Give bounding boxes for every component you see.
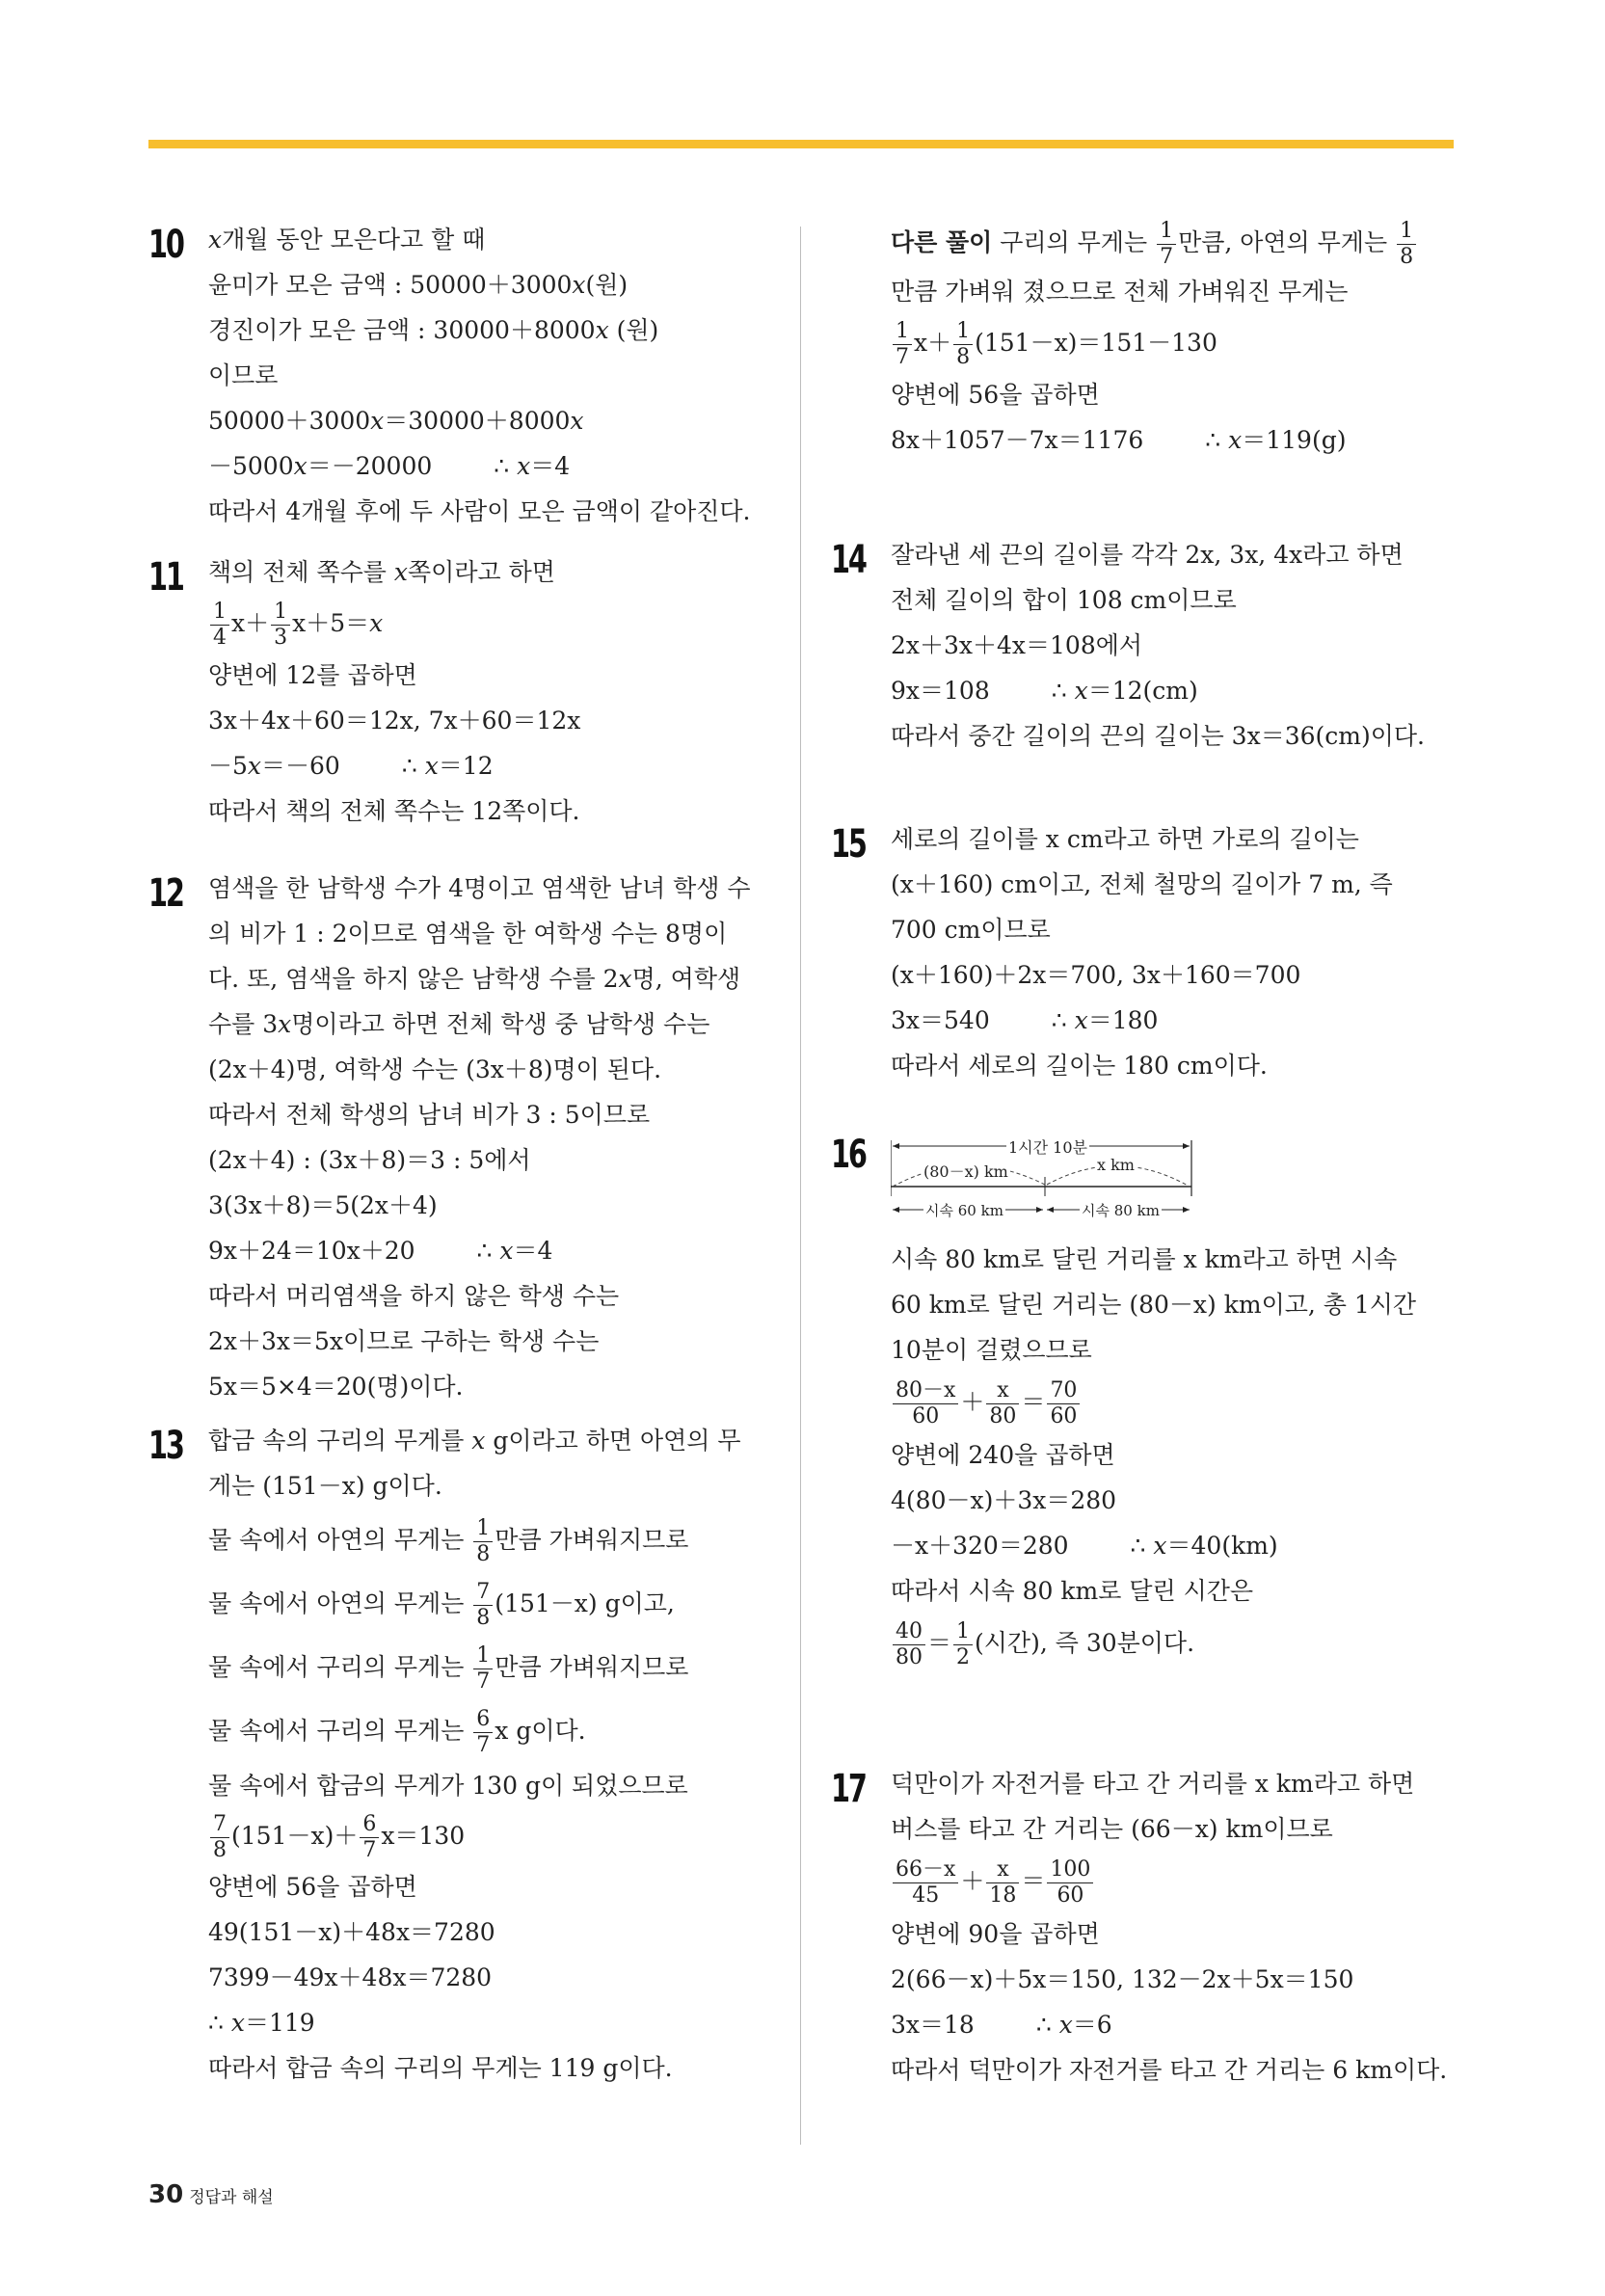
problem-12 [148,866,785,1418]
diagram-speed-1: 시속 60 km [925,1202,1003,1219]
text-line: 경진이가 모은 금액 : 30000＋8000x (원) [208,316,659,344]
conclusion-line: $\frac{40}{80}$ ＝ $\frac{1}{2}$ (시간), 즉 30분이다. [891,1614,1458,1673]
conclusion-line: 따라서 책의 전체 쪽수는 12쪽이다. [208,797,580,825]
fraction: $\frac{66-x}{45}$ [893,1859,958,1907]
fraction: $\frac{6}{7}$ [360,1814,379,1861]
text-line: 다른 풀이 구리의 무게는 $\frac{1}{7}$ 만큼, 아연의 무게는 $\frac{1}{8}$ [891,217,1458,269]
text-line: (2x＋4)명, 여학생 수는 (3x＋8)명이 된다. [208,1055,662,1083]
fraction: $\frac{1}{3}$ [271,601,290,649]
text-line: 물 속에서 구리의 무게는 $\frac{6}{7}$ x g이다. [208,1707,586,1757]
equation: $\frac{7}{8}$ (151－x)＋ $\frac{6}{7}$ x＝130 [208,1808,785,1864]
equation: 3(3x＋8)＝5(2x＋4) [208,1191,438,1219]
equation: 3x＋4x＋60＝12x, 7x＋60＝12x [208,707,581,734]
text-line: 양변에 56을 곱하면 [891,381,1100,409]
text-line: 책의 전체 쪽수를 x쪽이라고 하면 [208,558,555,586]
conclusion-line: 따라서 4개월 후에 두 사람이 모은 금액이 같아진다. [208,497,751,525]
fraction: $\frac{6}{7}$ [473,1709,493,1756]
text-line: 다. 또, 염색을 하지 않은 남학생 수를 2x명, 여학생 [208,965,741,993]
conclusion-line: 따라서 덕만이가 자전거를 타고 간 거리는 6 km이다. [891,2056,1448,2084]
text-line: 따라서 시속 80 km로 달린 시간은 [891,1577,1254,1605]
text-line: 의 비가 1 : 2이므로 염색을 한 여학생 수는 8명이 [208,920,728,948]
problem-15 [831,816,1458,1106]
text-line: 윤미가 모은 금액 : 50000＋3000x(원) [208,271,629,299]
text-line: 만큼 가벼워 졌으므로 전체 가벼워진 무게는 [891,278,1349,306]
equation: 9x＋24＝10x＋20 ∴ x＝4 [208,1237,553,1265]
text-line: x개월 동안 모은다고 할 때 [208,226,486,254]
equation: $\frac{66-x}{45}$ ＋ $\frac{x}{18}$ ＝ $\frac{100}{60}$ [891,1852,1458,1911]
equation: $\frac{1}{4}$ x＋ $\frac{1}{3}$ x＋5＝x [208,595,785,653]
text-line: 따라서 전체 학생의 남녀 비가 3 : 5이므로 [208,1101,651,1129]
problem-11 [148,549,785,866]
equation: 7399－49x＋48x＝7280 [208,1963,493,1991]
fraction: $\frac{100}{60}$ [1047,1859,1093,1907]
problem-16 [831,1127,1458,1724]
alt-solution-label: 다른 풀이 [891,228,993,256]
problem-number: 15 [831,822,866,867]
column-divider [800,227,801,2145]
problem-number: 14 [831,538,866,582]
text-line: 양변에 56을 곱하면 [208,1873,417,1901]
problem-number: 10 [148,223,183,267]
equation: －5000x＝－20000 ∴ x＝4 [208,452,571,480]
text-line: 물 속에서 구리의 무게는 $\frac{1}{7}$ 만큼 가벼워지므로 [208,1643,689,1694]
text-line: 양변에 90을 곱하면 [891,1920,1100,1948]
equation: 4(80－x)＋3x＝280 [891,1486,1117,1514]
problem-number: 11 [148,555,183,600]
fraction: $\frac{1}{4}$ [210,601,229,649]
text-line: 물 속에서 아연의 무게는 $\frac{1}{8}$ 만큼 가벼워지므로 [208,1516,689,1566]
text-line: 수를 3x명이라고 하면 전체 학생 중 남학생 수는 [208,1010,710,1038]
problem-10 [148,217,785,542]
equation: －5x＝－60 ∴ x＝12 [208,752,494,780]
fraction: $\frac{1}{7}$ [473,1645,493,1693]
equation: 9x＝108 ∴ x＝12(cm) [891,677,1198,705]
text-line: 60 km로 달린 거리는 (80－x) km이고, 총 1시간 [891,1291,1417,1319]
text-line: 합금 속의 구리의 무게를 x g이라고 하면 아연의 무 [208,1427,741,1455]
text-line: 염색을 한 남학생 수가 4명이고 염색한 남녀 학생 수 [208,874,751,902]
equation: 8x＋1057－7x＝1176 ∴ x＝119(g) [891,426,1347,454]
text-line: 물 속에서 아연의 무게는 $\frac{7}{8}$ (151－x) g이고, [208,1580,675,1630]
fraction: $\frac{1}{8}$ [953,321,973,368]
problem-number: 13 [148,1424,183,1468]
fraction: $\frac{1}{8}$ [473,1518,493,1565]
fraction: $\frac{80-x}{60}$ [893,1380,958,1428]
equation: 3x＝540 ∴ x＝180 [891,1006,1159,1034]
text-line: 물 속에서 합금의 무게가 130 g이 되었으므로 [208,1772,688,1800]
left-column [148,217,785,2091]
equation: ∴ x＝119 [208,2009,315,2037]
fraction: $\frac{70}{60}$ [1047,1380,1080,1428]
fraction: $\frac{7}{8}$ [210,1814,229,1861]
alternative-solution [831,217,1458,482]
problem-14 [831,532,1458,763]
fraction: $\frac{40}{80}$ [893,1621,925,1669]
problem-13 [148,1418,785,2091]
text-line: 700 cm이므로 [891,916,1051,944]
text-line: 따라서 머리염색을 하지 않은 학생 수는 [208,1282,620,1310]
text-line: 버스를 타고 간 거리는 (66－x) km이므로 [891,1815,1333,1843]
equation: 3x＝18 ∴ x＝6 [891,2011,1112,2039]
text-line: 10분이 걸렸으므로 [891,1336,1092,1364]
page-number: 30 [148,2180,184,2209]
text-line: 시속 80 km로 달린 거리를 x km라고 하면 시속 [891,1245,1398,1273]
conclusion-line: 따라서 중간 길이의 끈의 길이는 3x＝36(cm)이다. [891,722,1425,750]
diagram-total-time: 1시간 10분 [1006,1135,1089,1158]
text-line: 게는 (151－x) g이다. [208,1472,442,1500]
distance-diagram [891,1127,1199,1233]
page-footer [148,2180,274,2209]
equation: $\frac{1}{7}$ x＋ $\frac{1}{8}$ (151－x)＝151－130 [891,314,1458,372]
text-line: 전체 길이의 합이 108 cm이므로 [891,586,1237,614]
problem-number: 16 [831,1133,866,1177]
text-line: 세로의 길이를 x cm라고 하면 가로의 길이는 [891,825,1359,853]
right-column [831,217,1458,2093]
equation: 49(151－x)＋48x＝7280 [208,1918,495,1946]
equation: －x＋320＝280 ∴ x＝40(km) [891,1532,1278,1560]
diagram-segment-1: (80－x) km [922,1160,1010,1182]
equation: 2x＋3x＋4x＝108에서 [891,631,1143,659]
conclusion-line: 따라서 합금 속의 구리의 무게는 119 g이다. [208,2054,673,2082]
problem-number: 17 [831,1767,866,1811]
conclusion-line: 따라서 세로의 길이는 180 cm이다. [891,1052,1268,1080]
fraction: $\frac{1}{8}$ [1397,221,1416,268]
equation: 50000＋3000x＝30000＋8000x [208,407,584,435]
fraction: $\frac{1}{7}$ [893,321,912,368]
equation: (x＋160)＋2x＝700, 3x＋160＝700 [891,961,1301,989]
text-line: 2x＋3x＝5x이므로 구하는 학생 수는 [208,1327,600,1355]
problem-17 [831,1761,1458,2093]
text-line: 양변에 12를 곱하면 [208,661,417,689]
text-line: 이므로 [208,361,279,389]
fraction: $\frac{x}{18}$ [986,1859,1019,1907]
text-line: (x＋160) cm이고, 전체 철망의 길이가 7 m, 즉 [891,870,1393,898]
text-line: 양변에 240을 곱하면 [891,1441,1115,1469]
problem-number: 12 [148,871,183,916]
fraction: $\frac{7}{8}$ [473,1582,493,1629]
header-accent-bar [148,140,1454,148]
fraction: $\frac{1}{2}$ [953,1621,973,1669]
diagram-segment-2: x km [1097,1156,1135,1174]
fraction: $\frac{x}{80}$ [986,1380,1019,1428]
text-line: 잘라낸 세 끈의 길이를 각각 2x, 3x, 4x라고 하면 [891,541,1404,569]
equation: (2x＋4) : (3x＋8)＝3 : 5에서 [208,1146,531,1174]
footer-title: 정답과 해설 [189,2188,274,2207]
text-line: 덕만이가 자전거를 타고 간 거리를 x km라고 하면 [891,1770,1415,1798]
equation: $\frac{80-x}{60}$ ＋ $\frac{x}{80}$ ＝ $\frac{70}{60}$ [891,1373,1458,1432]
fraction: $\frac{1}{7}$ [1157,221,1176,268]
conclusion-line: 5x＝5×4＝20(명)이다. [208,1373,464,1401]
equation: 2(66－x)＋5x＝150, 132－2x＋5x＝150 [891,1965,1354,1993]
diagram-speed-2: 시속 80 km [1082,1202,1160,1219]
